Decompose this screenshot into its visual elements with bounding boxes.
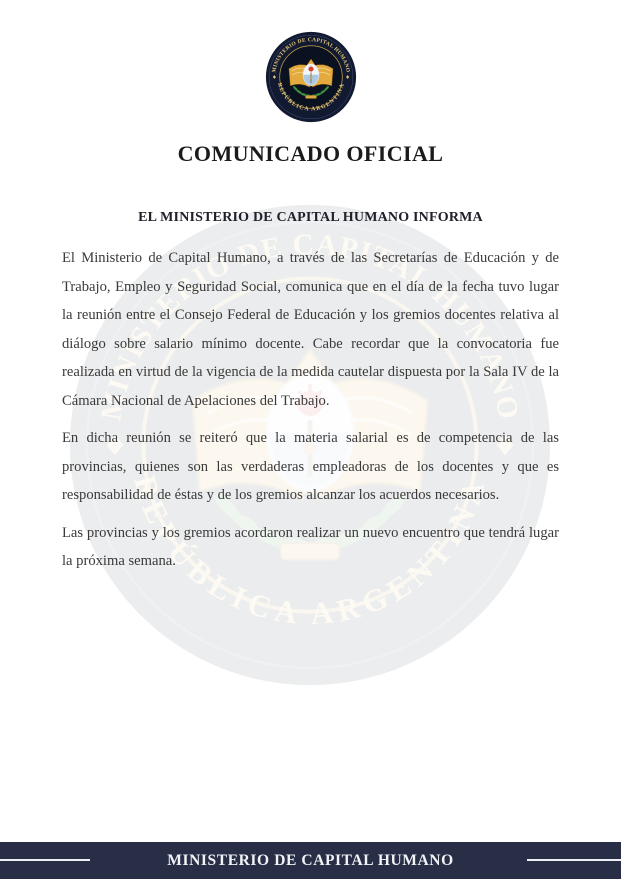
footer-bar [0,842,621,879]
ministry-seal-icon [265,31,357,123]
paragraph: El Ministerio de Capital Humano, a través de las Secretarías de Educación y de Trabajo, Empleo y Seguridad Social, comunica que en el día de la fecha tuvo lugar la reunión entre el Consejo Federal de Educación y los gremios docentes relativa al diálogo sobre salario mínimo docente. Cabe recordar que la convocatoria fue realizada en virtud de la vigencia de la medida cautelar dispuesta por la Sala IV de la Cámara Nacional de Apelaciones del Trabajo. [62,250,559,409]
footer-rule-right [527,859,621,861]
paragraph: Las provincias y los gremios acordaron realizar un nuevo encuentro que tendrá lugar la próxima semana. [62,524,559,569]
paragraph: En dicha reunión se reiteró que la materia salarial es de competencia de las provincias, quienes son las verdaderas empleadoras de los docentes y que es responsabilidad de éstas y de los gremios alcanzar los acuerdos necesarios. [62,430,559,503]
footer-label: MINISTERIO DE CAPITAL HUMANO [167,851,454,869]
page-title: COMUNICADO OFICIAL [177,141,444,166]
footer-rule-left [0,859,90,861]
communique-body [62,244,559,585]
page-subtitle: EL MINISTERIO DE CAPITAL HUMANO INFORMA [138,210,483,225]
